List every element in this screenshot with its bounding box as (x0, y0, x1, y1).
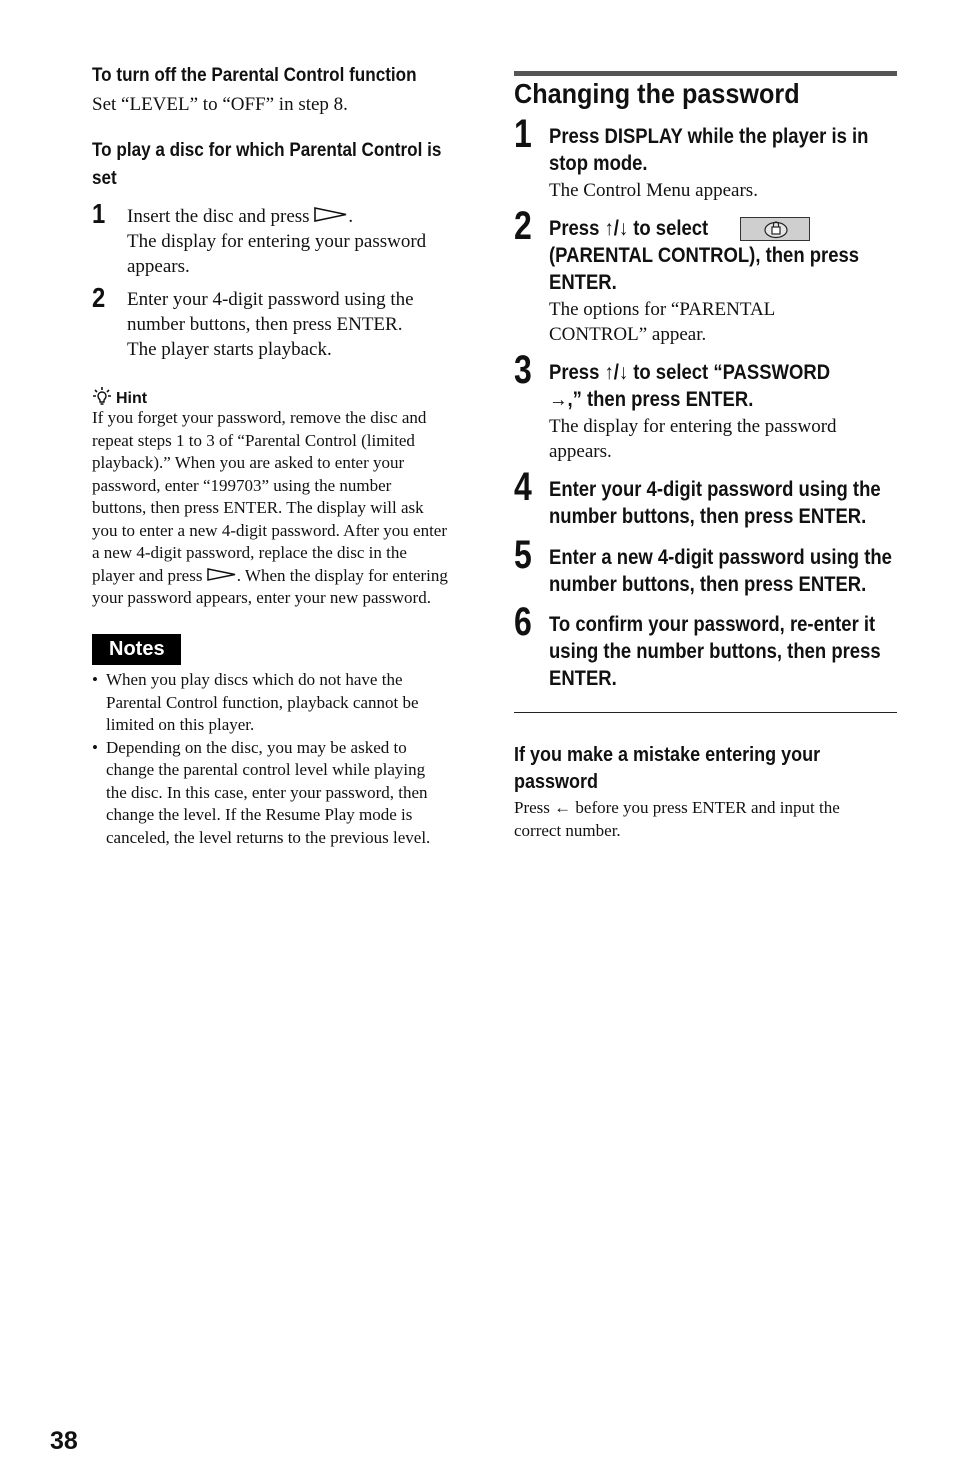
left-step-number-2: 2 (92, 282, 106, 313)
left-step-2-line3: The player starts playback. (127, 339, 332, 360)
step-number-3: 3 (514, 348, 532, 392)
hint-line: your password appears, enter your new password. (92, 588, 431, 607)
play-disc-heading-line1: To play a disc for which Parental Control is (92, 140, 442, 161)
left-step-2-line2: number buttons, then press ENTER. (127, 314, 403, 335)
mistake-heading-line1: If you make a mistake entering your (514, 744, 821, 766)
step-4: Enter your 4-digit password using the number buttons, then press ENTER. (549, 478, 881, 528)
turn-off-heading: To turn off the Parental Control function (92, 65, 417, 86)
notes-list (92, 669, 474, 849)
hint-line: buttons, then press ENTER. The display will ask (92, 498, 424, 517)
hint-text (92, 407, 474, 610)
left-step-1-line3: appears. (127, 256, 190, 277)
step-number-6: 6 (514, 600, 532, 644)
left-step-2-line1: Enter your 4-digit password using the (127, 289, 414, 310)
hint-line: you to enter a new 4-digit password. After you enter (92, 520, 448, 540)
step-2: Press ↑/↓ to select (PARENTAL CONTROL), then press ENTER. The options for “PARENTAL CONTROL” appear. (549, 217, 860, 345)
play-icon (314, 204, 348, 229)
hint-line: playback).” When you are asked to enter your (92, 453, 405, 472)
mistake-text: Press ← before you press ENTER and input the correct number. (514, 798, 840, 840)
hint-line: a new 4-digit password, replace the disc in the (92, 543, 407, 562)
hint-line: password, enter “199703” using the number (92, 475, 392, 495)
mistake-heading-line2: password (514, 771, 599, 793)
divider (514, 712, 897, 713)
hint-label: Hint (116, 390, 148, 407)
note-item: • Depending on the disc, you may be asked to change the parental control level while playing the disc. In this case, enter your password, then change the level. If the Resume Play mode is canceled, the level returns to the previous level. (92, 737, 431, 847)
step-1: Press DISPLAY while the player is in stop mode. The Control Menu appears. (549, 125, 869, 201)
left-step-number-1: 1 (92, 198, 106, 229)
hint-line: player and press . When the display for entering (92, 565, 474, 588)
step-6: To confirm your password, re-enter it using the number buttons, then press ENTER. (549, 613, 881, 690)
step-number-2: 2 (514, 204, 532, 248)
left-step-1-line2: The display for entering your password (127, 231, 427, 252)
step-number-5: 5 (514, 533, 532, 577)
page-number: 38 (50, 1427, 78, 1455)
step-number-4: 4 (514, 465, 532, 509)
left-step-1-line1: Insert the disc and press . (127, 206, 354, 227)
left-step-1 (127, 204, 474, 279)
step-3: Press ↑/↓ to select “PASSWORD →,” then press ENTER. The display for entering the password appears. (549, 361, 837, 462)
hint-line: If you forget your password, remove the disc and (92, 408, 427, 427)
notes-badge: Notes (92, 634, 181, 665)
turn-off-text: Set “LEVEL” to “OFF” in step 8. (92, 94, 348, 115)
play-disc-heading-line2: set (92, 168, 117, 189)
step-5: Enter a new 4-digit password using the number buttons, then press ENTER. (549, 546, 892, 596)
play-icon (207, 565, 237, 588)
parental-control-icon (740, 217, 810, 241)
step-number-1: 1 (514, 112, 532, 156)
note-item: • When you play discs which do not have the Parental Control function, playback cannot be limited on this player. (92, 670, 419, 734)
section-title: Changing the password (514, 78, 800, 109)
left-step-2 (127, 287, 474, 362)
hint-line: repeat steps 1 to 3 of “Parental Control (limited (92, 430, 415, 450)
